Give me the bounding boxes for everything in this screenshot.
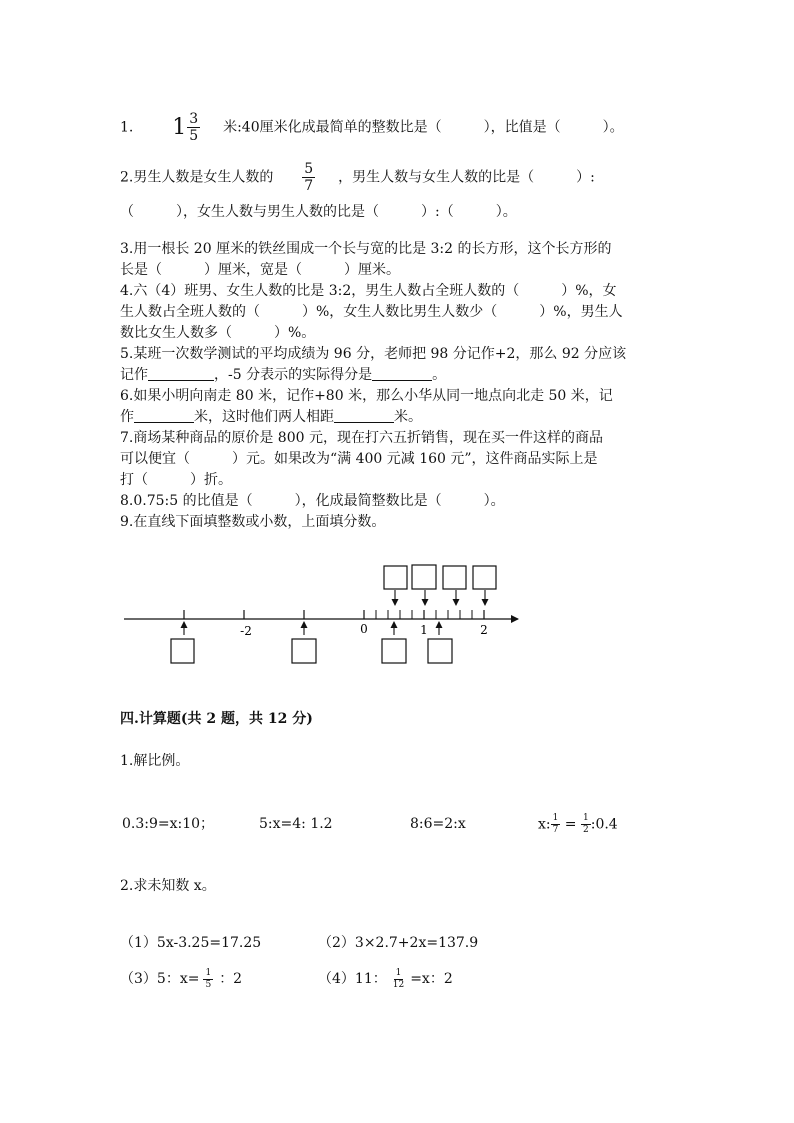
problem-1 bbox=[120, 112, 624, 143]
answer-box[interactable] bbox=[171, 639, 194, 663]
problem-7-line-2: 可以便宜（ ）元。如果改为“满 400 元减 160 元”，这件商品实际上是 bbox=[120, 451, 598, 467]
problem-4-line-3: 数比女生人数多（ ）%。 bbox=[120, 325, 316, 341]
problem-1-number: 1. bbox=[120, 119, 134, 136]
fraction-five-sevenths: $\frac{5}{7}$ bbox=[304, 161, 314, 194]
answer-box[interactable] bbox=[292, 639, 316, 663]
problem-7-line-3: 打（ ）折。 bbox=[120, 472, 232, 488]
fraction-one-half: $\frac{1}{2}$ bbox=[583, 813, 589, 835]
answer-box[interactable] bbox=[382, 639, 406, 663]
problem-9: 9.在直线下面填整数或小数，上面填分数。 bbox=[120, 514, 386, 530]
tick-label: 2 bbox=[480, 623, 488, 637]
equation-4: x: $\frac{1}{7}$ = $\frac{1}{2}$ :0.4 bbox=[538, 813, 618, 835]
answer-box[interactable] bbox=[384, 566, 407, 589]
problem-2-line-1: 2.男生人数是女生人数的 $\frac{5}{7}$ ，男生人数与女生人数的比是（ ）: bbox=[120, 161, 595, 194]
section-4-question-2: 2.求未知数 x。 bbox=[120, 878, 216, 894]
tick-label: 1 bbox=[420, 623, 428, 637]
fraction-one-seventh: $\frac{1}{7}$ bbox=[552, 813, 559, 835]
answer-box[interactable] bbox=[412, 565, 436, 589]
sub-equation-1: （1）5x-3.25=17.25 bbox=[120, 935, 262, 951]
blank-line bbox=[134, 408, 194, 423]
problem-5-line-1: 5.某班一次数学测试的平均成绩为 96 分，老师把 98 分记作+2，那么 92 分应该 bbox=[120, 346, 627, 362]
problem-4-line-1: 4.六（4）班男、女生人数的比是 3:2，男生人数占全班人数的（ ）%，女 bbox=[120, 283, 617, 299]
mixed-whole: 1 bbox=[172, 114, 187, 140]
problem-1-text: 米:40厘米化成最简单的整数比是（ ），比值是（ ）。 bbox=[223, 119, 624, 136]
problem-5-line-2: 记作 ，-5 分表示的实际得分是 。 bbox=[120, 367, 447, 383]
blank-line bbox=[334, 408, 394, 423]
blank-line bbox=[148, 366, 214, 381]
fraction-one-twelfth: $\frac{1}{12}$ bbox=[392, 967, 405, 990]
problem-6-line-1: 6.如果小明向南走 80 米，记作+80 米，那么小华从同一地点向北走 50 米，记 bbox=[120, 388, 613, 404]
problem-3-line-2: 长是（ ）厘米，宽是（ ）厘米。 bbox=[120, 262, 400, 278]
problem-3-line-1: 3.用一根长 20 厘米的铁丝围成一个长与宽的比是 3:2 的长方形，这个长方形的 bbox=[120, 241, 612, 257]
answer-box[interactable] bbox=[443, 566, 466, 589]
blank-line bbox=[372, 366, 432, 381]
fraction-one-fifth: $\frac{1}{5}$ bbox=[205, 967, 212, 990]
equation-1: 0.3:9=x:10； bbox=[122, 816, 215, 832]
answer-box[interactable] bbox=[473, 566, 496, 589]
equation-2: 5:x=4: 1.2 bbox=[259, 816, 333, 832]
tick-label: -2 bbox=[240, 624, 252, 638]
tick-label: 0 bbox=[360, 622, 368, 636]
fraction-three-fifths: $\frac{3}{5}$ bbox=[189, 111, 199, 144]
problem-4-line-2: 生人数占全班人数的（ ）%，女生人数比男生人数少（ ）%，男生人 bbox=[120, 304, 623, 320]
answer-box[interactable] bbox=[428, 639, 452, 663]
section-4-title: 四.计算题(共 2 题，共 12 分) bbox=[120, 711, 313, 727]
problem-7-line-1: 7.商场某种商品的原价是 800 元，现在打六五折销售，现在买一件这样的商品 bbox=[120, 430, 603, 446]
equation-3: 8:6=2:x bbox=[410, 816, 466, 832]
problem-8: 8.0.75:5 的比值是（ ），化成最简整数比是（ ）。 bbox=[120, 493, 505, 509]
section-4-question-1: 1.解比例。 bbox=[120, 753, 190, 769]
sub-equation-4: （4）11： $\frac{1}{12}$ =x：2 bbox=[318, 967, 453, 990]
sub-equation-2: （2）3×2.7+2x=137.9 bbox=[318, 935, 479, 951]
sub-equation-3: （3）5：x= $\frac{1}{5}$ ：2 bbox=[120, 967, 243, 990]
problem-6-line-2: 作 米，这时他们两人相距 米。 bbox=[120, 409, 422, 425]
problem-2-line-2: （ ），女生人数与男生人数的比是（ ）:（ ）。 bbox=[120, 204, 517, 220]
